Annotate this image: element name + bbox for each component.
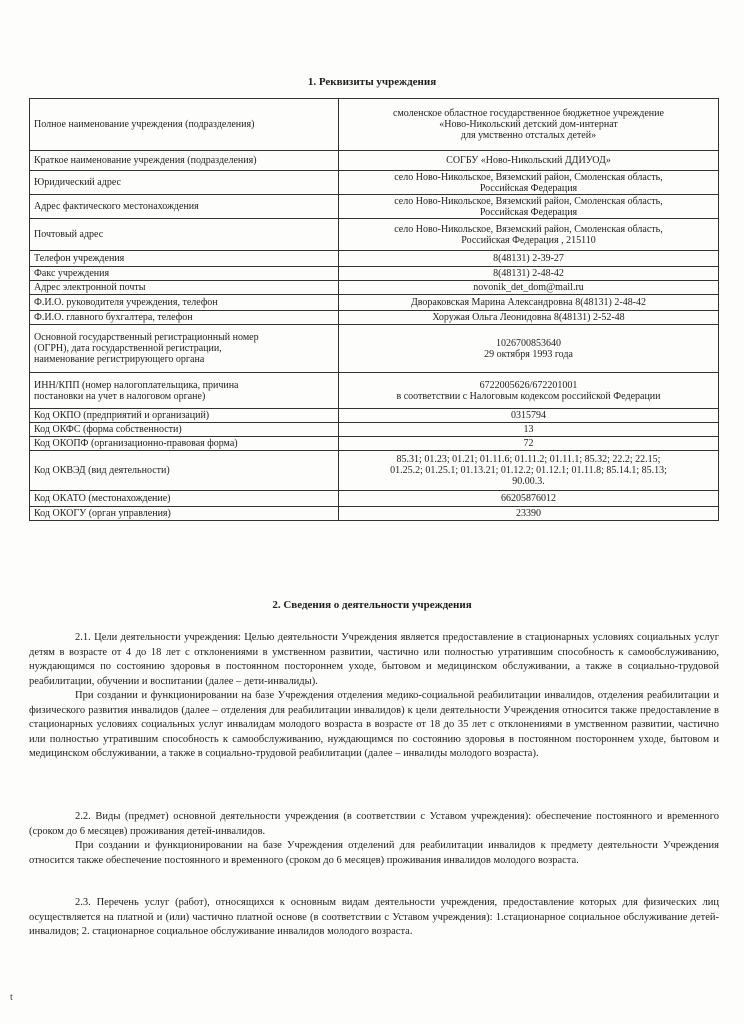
row-value: Двораковская Марина Александровна 8(48131) 2-48-42 — [339, 295, 719, 311]
table-row — [30, 311, 719, 325]
row-label: Основной государственный регистрационный номер (ОГРН), дата государственной регистрации, наименование регистрирующего органа — [30, 325, 339, 373]
table-row — [30, 267, 719, 281]
table-row — [30, 99, 719, 151]
row-value: 66205876012 — [339, 491, 719, 507]
row-label: Код ОКАТО (местонахождение) — [30, 491, 339, 507]
table-row — [30, 451, 719, 491]
table-row — [30, 373, 719, 409]
row-label: Код ОКПО (предприятий и организаций) — [30, 409, 339, 423]
section2-title: 2. Сведения о деятельности учреждения — [272, 599, 472, 611]
row-value: село Ново-Никольское, Вяземский район, Смоленская область, Российская Федерация — [339, 171, 719, 195]
row-label: Код ОКФС (форма собственности) — [30, 423, 339, 437]
paragraph-text: 2.1. Цели деятельности учреждения: Целью деятельности Учреждения является предоставление в стационарных условиях социальных услуг детям в возрасте от 4 до 18 лет с отклонениями в умственном развитии, частично или полностью утратившим способность к самообслуживанию, нуждающимся по состоянию здоровья в постоянном постороннем уходе, бытовом и медицинском обслуживании, а также в социально-трудовой реабилитации, обучении и воспитании (далее – дети-инвалиды). — [29, 632, 719, 687]
table-row — [30, 423, 719, 437]
row-label: Почтовый адрес — [30, 219, 339, 251]
row-label: Краткое наименование учреждения (подразделения) — [30, 151, 339, 171]
row-label: Адрес электронной почты — [30, 281, 339, 295]
row-value: 8(48131) 2-39-27 — [339, 251, 719, 267]
row-value: 85.31; 01.23; 01.21; 01.11.6; 01.11.2; 01.11.1; 85.32; 22.2; 22.15; 01.25.2; 01.25.1; 01.13.21; 01.12.2; 01.12.1; 01.11.8; 85.14.1; 85.13; 90.00.3. — [339, 451, 719, 491]
paragraph-text: 2.2. Виды (предмет) основной деятельности учреждения (в соответствии с Уставом учреждения): обеспечение постоянного и временного (сроком до 6 месяцев) проживания детей-инвалидов. — [29, 811, 719, 837]
table-row — [30, 219, 719, 251]
paragraph-text: При создании и функционировании на базе Учреждения отделения медико-социальной реабилитации инвалидов, отделения реабилитации и физического развития инвалидов (далее – отделения для реабилитации инвалидов) к цели деятельности Учреждения относится также предоставление в стационарных условиях социальных услуг инвалидам молодого возраста в возрасте от 18 до 35 лет с отклонениями в умственном развитии, частично или полностью утратившим способность к самообслуживанию, нуждающимся по состоянию здоровья в постоянном постороннем уходе, бытовом и медицинском обслуживании, а также в социально-трудовой реабилитации (далее – инвалиды молодого возраста). — [29, 690, 719, 759]
row-value: Хоружая Ольга Леонидовна 8(48131) 2-52-48 — [339, 311, 719, 325]
row-value: СОГБУ «Ново-Никольский ДДИУОД» — [339, 151, 719, 171]
row-value: село Ново-Никольское, Вяземский район, Смоленская область, Российская Федерация , 215110 — [339, 219, 719, 251]
row-label: Ф.И.О. главного бухгалтера, телефон — [30, 311, 339, 325]
paragraph-text: При создании и функционировании на базе Учреждения отделений для реабилитации инвалидов к предмету деятельности Учреждения относится также обеспечение постоянного и временного (сроком до 6 месяцев) проживания инвалидов молодого возраста. — [29, 840, 719, 866]
row-value: novonik_det_dom@mail.ru — [339, 281, 719, 295]
table-row — [30, 195, 719, 219]
table-row — [30, 281, 719, 295]
row-value: село Ново-Никольское, Вяземский район, Смоленская область, Российская Федерация — [339, 195, 719, 219]
paragraph-2-2 — [29, 810, 719, 868]
row-label: Адрес фактического местонахождения — [30, 195, 339, 219]
row-label: Ф.И.О. руководителя учреждения, телефон — [30, 295, 339, 311]
table-row — [30, 151, 719, 171]
row-label: Факс учреждения — [30, 267, 339, 281]
row-label: Код ОКОГУ (орган управления) — [30, 507, 339, 521]
table-row — [30, 507, 719, 521]
row-value: 1026700853640 29 октября 1993 года — [339, 325, 719, 373]
paragraph-2-3 — [29, 896, 719, 940]
table-row — [30, 251, 719, 267]
section1-title: 1. Реквизиты учреждения — [307, 76, 437, 88]
table-row — [30, 171, 719, 195]
table-row — [30, 409, 719, 423]
page-mark: t — [10, 992, 13, 1003]
row-label: Юридический адрес — [30, 171, 339, 195]
requisites-table — [29, 98, 719, 521]
row-value: 72 — [339, 437, 719, 451]
row-label: Код ОКОПФ (организационно-правовая форма) — [30, 437, 339, 451]
row-value: 8(48131) 2-48-42 — [339, 267, 719, 281]
row-value: смоленское областное государственное бюджетное учреждение «Ново-Никольский детский дом-интернат для умственно отсталых детей» — [339, 99, 719, 151]
table-row — [30, 491, 719, 507]
paragraph-text: 2.3. Перечень услуг (работ), относящихся к основным видам деятельности учреждения, предоставление которых для физических лиц осуществляется на платной и (или) частично платной основе (в соответствии с Уставом учреждения): 1.стационарное социальное обслуживание детей-инвалидов; 2. стационарное социальное обслуживание инвалидов молодого возраста. — [29, 897, 719, 937]
row-label: Код ОКВЭД (вид деятельности) — [30, 451, 339, 491]
table-row — [30, 295, 719, 311]
row-value: 13 — [339, 423, 719, 437]
table-row — [30, 325, 719, 373]
table-row — [30, 437, 719, 451]
row-value: 6722005626/672201001 в соответствии с Налоговым кодексом российской Федерации — [339, 373, 719, 409]
row-value: 0315794 — [339, 409, 719, 423]
row-label: ИНН/КПП (номер налогоплательщика, причина постановки на учет в налоговом органе) — [30, 373, 339, 409]
row-value: 23390 — [339, 507, 719, 521]
row-label: Полное наименование учреждения (подразделения) — [30, 99, 339, 151]
paragraph-2-1 — [29, 631, 719, 762]
row-label: Телефон учреждения — [30, 251, 339, 267]
